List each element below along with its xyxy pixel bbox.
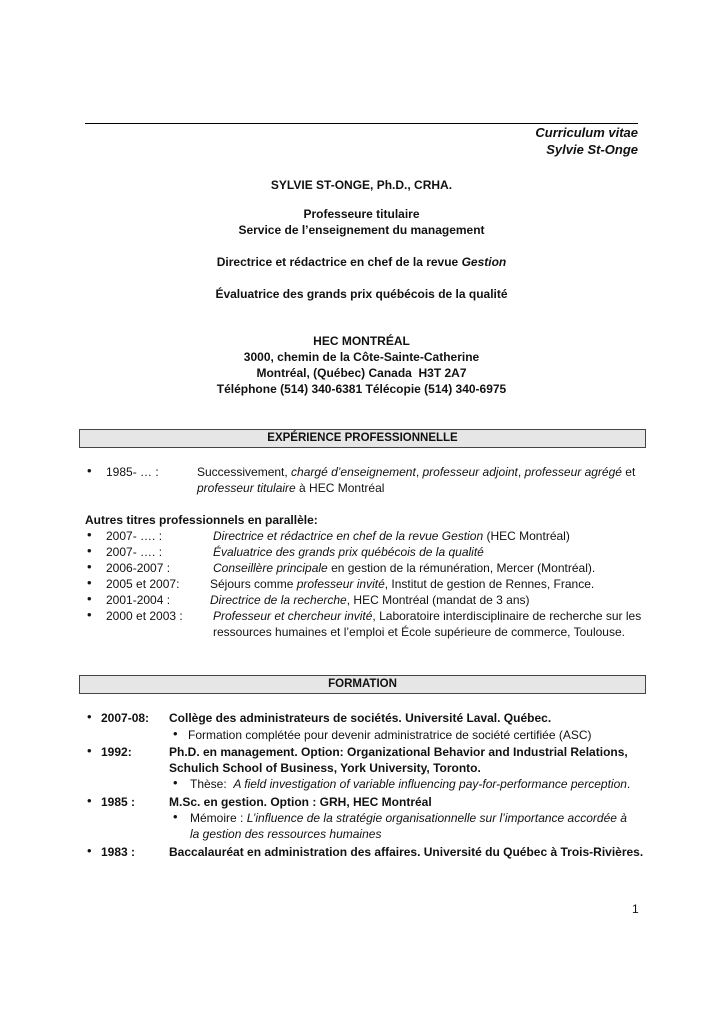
role-line-1 [85,254,638,270]
formation-section-title: FORMATION [79,675,646,694]
phone-fax: Téléphone (514) 340-6381 Télécopie (514) 340-6975 [216,382,507,396]
text: et [621,465,636,479]
formation-date: 1985 : [101,795,136,809]
title-line-2: Service de l’enseignement du management [238,223,485,237]
item-date: 2007- …. : [106,529,163,543]
formation-detail: Formation complétée pour devenir administratrice de société certifiée (ASC) [188,728,592,742]
item-text [213,544,484,560]
text: Évaluatrice des grands prix québécois de la qualité [213,545,484,559]
formation-date: 1983 : [101,845,136,859]
formation-date: 2007-08: [101,711,150,725]
text: . [626,777,631,791]
sub-bullet: • [173,726,178,741]
experience-main-line-2 [197,480,384,496]
bullet: • [87,843,92,858]
person-name: SYLVIE ST-ONGE, Ph.D., CRHA. [270,178,453,192]
text: (HEC Montréal) [483,529,570,543]
item-text-line-2: ressources humaines et l’emploi et École supérieure de commerce, Toulouse. [213,625,625,639]
experience-main-line-1 [197,464,638,480]
address-line-1: 3000, chemin de la Côte-Sainte-Catherine [243,350,480,364]
bullet: • [87,463,92,478]
top-rule [85,123,638,124]
formation-title: Ph.D. en management. Option: Organizational Behavior and Industrial Relations, [169,745,628,759]
bullet: • [87,793,92,808]
text: , Laboratoire interdisciplinaire de recherche sur les [372,609,642,623]
text: professeur adjoint [422,465,518,479]
item-text [213,608,641,624]
bullet: • [87,543,92,558]
address-line-2: Montréal, (Québec) Canada H3T 2A7 [256,366,467,380]
item-text [213,528,570,544]
text: professeur invité [296,577,385,591]
institution-name: HEC MONTRÉAL [313,334,410,348]
item-date: 2006-2007 : [106,561,171,575]
text: Thèse: [190,777,234,791]
text: Directrice de la recherche [210,593,347,607]
bullet: • [87,527,92,542]
text: , [517,465,525,479]
formation-detail [190,810,627,826]
text: , HEC Montréal (mandat de 3 ans) [346,593,530,607]
other-titles-heading: Autres titres professionnels en parallèle: [85,513,318,527]
formation-title: Baccalauréat en administration des affaires. Université du Québec à Trois-Rivières. [169,845,644,859]
text: chargé d’enseignement [291,465,416,479]
role-1-text: Directrice et rédactrice en chef de la revue [216,255,462,269]
bullet: • [87,559,92,574]
page-number: 1 [632,902,639,916]
text: Successivement, [197,465,292,479]
item-text [213,560,595,576]
formation-title: Collège des administrateurs de sociétés. Université Laval. Québec. [169,711,552,725]
item-date: 2007- …. : [106,545,163,559]
text: professeur titulaire [197,481,296,495]
bullet: • [87,591,92,606]
formation-title: M.Sc. en gestion. Option : GRH, HEC Montréal [169,795,432,809]
item-date: 2000 et 2003 : [106,609,183,623]
text: professeur agrégé [524,465,622,479]
item-text [210,592,529,608]
text: Mémoire : [190,811,247,825]
formation-date: 1992: [101,745,132,759]
cv-name: Sylvie St-Onge [546,142,638,157]
item-date: 2001-2004 : [106,593,171,607]
formation-title-line-2: Schulich School of Business, York University, Toronto. [169,761,481,775]
experience-main-date: 1985- … : [106,465,159,479]
text: A field investigation of variable influencing pay-for-performance perception [233,777,627,791]
sub-bullet: • [173,775,178,790]
item-text [210,576,594,592]
bullet: • [87,607,92,622]
role-1-italic: Gestion [461,255,507,269]
text: , [415,465,423,479]
formation-detail-line-2: la gestion des ressources humaines [190,827,382,841]
item-date: 2005 et 2007: [106,577,180,591]
text: Séjours comme [210,577,297,591]
text: , Institut de gestion de Rennes, France. [384,577,595,591]
bullet: • [87,709,92,724]
text: en gestion de la rémunération, Mercer (Montréal). [327,561,596,575]
text: L’influence de la stratégie organisationnelle sur l’importance accordée à [246,811,627,825]
cv-label: Curriculum vitae [535,125,638,140]
role-line-2: Évaluatrice des grands prix québécois de la qualité [215,287,508,301]
title-line-1: Professeure titulaire [303,207,420,221]
bullet: • [87,743,92,758]
sub-bullet: • [173,809,178,824]
text: Conseillère principale [213,561,328,575]
text: Professeur et chercheur invité [213,609,373,623]
text: Directrice et rédactrice en chef de la revue Gestion [213,529,484,543]
formation-detail [190,776,630,792]
bullet: • [87,575,92,590]
experience-section-title: EXPÉRIENCE PROFESSIONNELLE [79,429,646,448]
text: à HEC Montréal [295,481,385,495]
